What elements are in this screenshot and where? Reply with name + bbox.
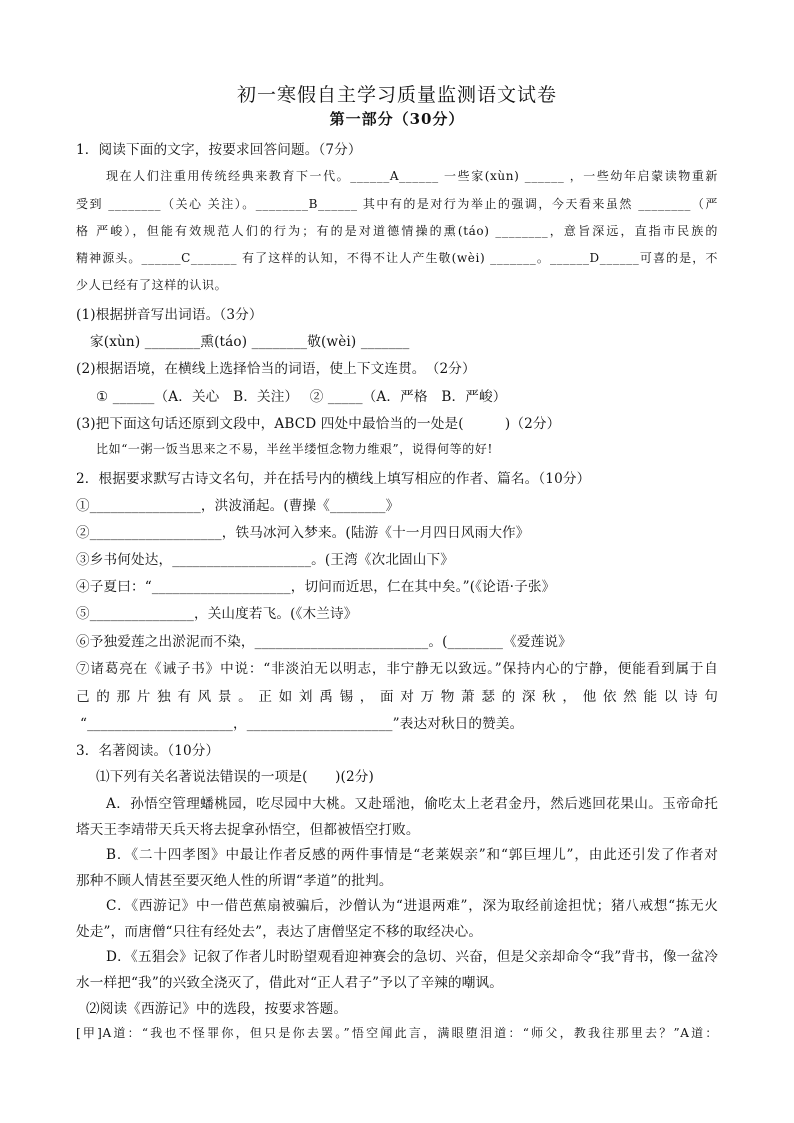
q2-line: ⑤_______________，关山度若飞。(《木兰诗》	[76, 606, 358, 622]
q1-heading: 1．阅读下面的文字，按要求回答问题。（7分）	[76, 142, 362, 158]
q3-option-line: 水一样把“我”的兴致全浇灭了，借此对“正人君子”予以了辛辣的嘲讽。	[76, 975, 503, 991]
q2-line: “_____________________，_____________________”表达对秋日的赞美。	[80, 716, 524, 732]
q2-line: ⑥予独爱莲之出淤泥而不染，_________________________。(________《爱莲说》	[76, 634, 572, 650]
q1-sub3-sentence: 比如“一粥一饭当思来之不易，半丝半缕恒念物力维艰”，说得何等的好!	[96, 442, 493, 456]
q3-option-line: 塔天王李靖带天兵天将去捉拿孙悟空，但都被悟空打败。	[76, 822, 420, 838]
q1-sub2: (2)根据语境，在横线上选择恰当的词语，使上下文连贯。 （2分）	[76, 361, 476, 377]
q2-line: ⑦诸葛亮在《诫子书》中说：“非淡泊无以明志，非宁静无以致远。”保持内心的宁静，便能看到属于自	[76, 661, 718, 677]
q3-option-line: 处走”，而唐僧“只往有经处去”，表达了唐僧坚定不移的取经决心。	[76, 924, 483, 940]
q3-option-line: D．《五猖会》记叙了作者儿时盼望观看迎神赛会的急切、兴奋，但是父亲却命令“我”背书，像一盆冷	[106, 949, 718, 965]
q2-line: ③乡书何处达，____________________。(王湾《次北固山下》	[76, 552, 455, 568]
q1-sub1-answer: 家(xùn) ________熏(táo) ________敬(wèi) _______	[90, 334, 410, 350]
part-heading: 第一部分（30分）	[329, 110, 465, 128]
q2-line: 己 的 那 片 独 有 风 景 。 正 如 刘 禹 锡 ， 面 对 万 物 萧 瑟 的 深 秋 ， 他 依 然 能 以 诗 句	[76, 689, 718, 705]
q2-line: ①________________，洪波涌起。(曹操《________》	[76, 498, 400, 514]
q3-sub1: ⑴下列有关名著说法错误的一项是( )(2分)	[96, 769, 374, 785]
q2-line: ④子夏曰：“____________________，切问而近思，仁在其中矣。”(《论语·子张》	[76, 579, 556, 595]
q1-sub2-options: ① ______（A．关心 B．关注） ② _____（A．严格 B．严峻）	[96, 389, 507, 405]
q1-sub3: (3)把下面这句话还原到文段中，ABCD 四处中最恰当的一处是( )（2分）	[76, 416, 561, 432]
q1-passage-line: 少人已经有了这样的认识。	[76, 278, 228, 292]
q3-option-line: B．《二十四孝图》中最让作者反感的两件事情是“老莱娱亲”和“郭巨埋儿”，由此还引发了作者对	[106, 847, 719, 863]
q3-excerpt-line: [甲]A道：“我也不怪罪你，但只是你去罢。”悟空闻此言，满眼堕泪道：“师父，教我往那里去？”A道：	[76, 1026, 718, 1040]
q3-heading: 3．名著阅读。（10分）	[76, 743, 220, 759]
q1-passage-line: 现在人们注重用传统经典来教育下一代。______A______ 一些家(xùn) ______ ，一些幼年启蒙读物重新	[106, 169, 718, 183]
q1-passage-line: 格 严峻），但能有效规范人们的行为；有的是对道德情操的熏(táo) ________，意旨深远，直指市民族的	[76, 224, 718, 238]
q2-heading: 2．根据要求默写古诗文名句，并在括号内的横线上填写相应的作者、篇名。（10分）	[76, 471, 591, 487]
q3-option-line: 那种不顾人情甚至要灭绝人性的所谓“孝道”的批判。	[76, 873, 393, 889]
q3-sub2: ⑵阅读《西游记》中的选段，按要求答题。	[86, 1001, 348, 1017]
q3-option-line: C．《西游记》中一借芭蕉扇被骗后，沙僧认为“进退两难”，深为取经前途担忧；猪八戒想“拣无火	[106, 898, 718, 914]
q1-passage-line: 精神源头。______C_______ 有了这样的认知，不得不让人产生敬(wèi) _______。______D______可喜的是，不	[76, 251, 718, 265]
q3-option-line: A．孙悟空管理蟠桃园，吃尽园中大桃。又赴瑶池，偷吃太上老君金丹，然后逃回花果山。玉帝命托	[106, 796, 718, 812]
q1-sub1: (1)根据拼音写出词语。（3分）	[76, 307, 263, 323]
q2-line: ②___________________，铁马冰河入梦来。(陆游《十一月四日风雨大作》	[76, 525, 530, 541]
q1-passage-line: 受到 ________（关心 关注）。________B______ 其中有的是对行为举止的强调，今天看来虽然 ________（严	[76, 197, 718, 211]
exam-title: 初一寒假自主学习质量监测语文试卷	[236, 84, 557, 106]
